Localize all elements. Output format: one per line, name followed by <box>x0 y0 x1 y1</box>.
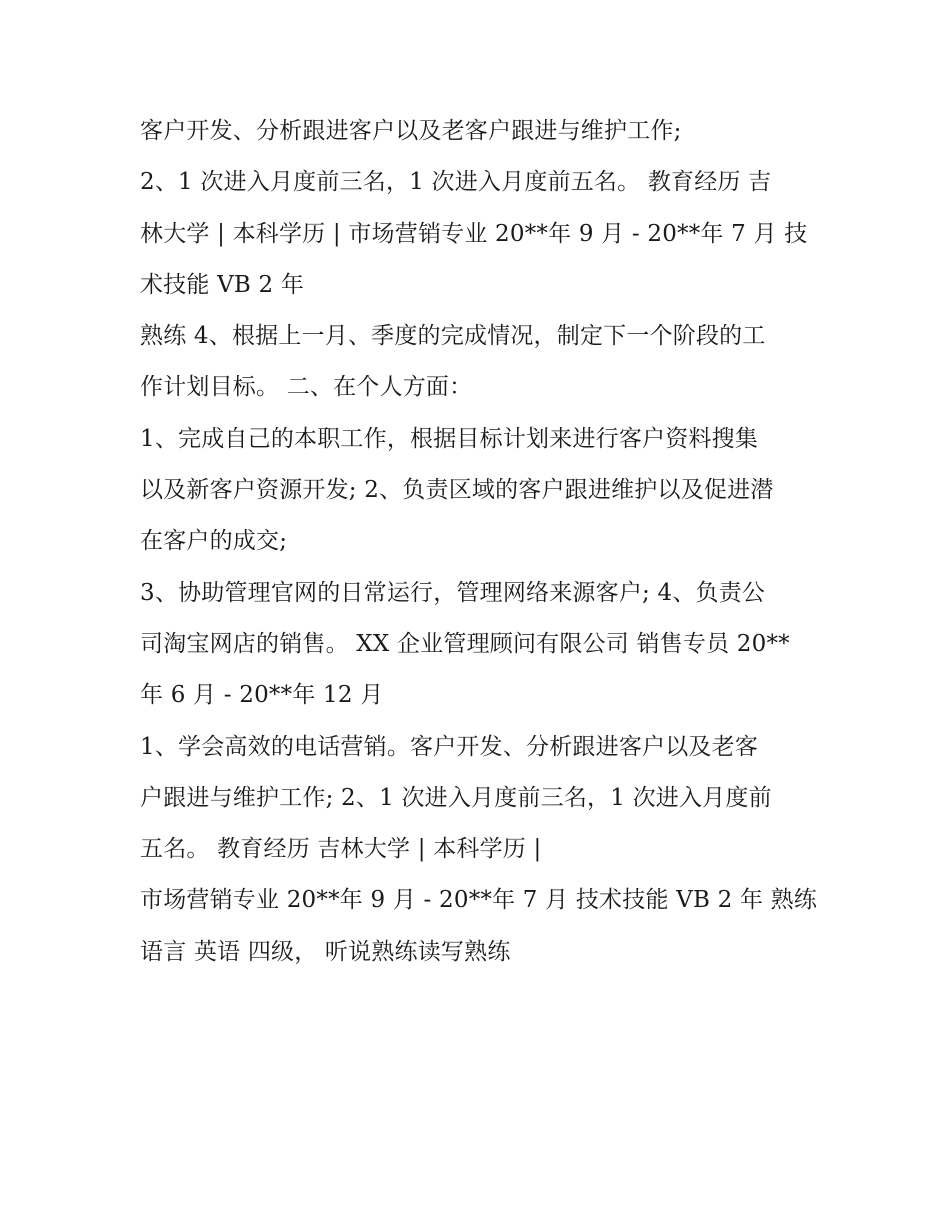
text-line: 在客户的成交; <box>140 528 288 555</box>
text-line: 林大学 | 本科学历 | 市场营销专业 20**年 9 月 - 20**年 7 月 技 <box>140 220 808 247</box>
text-line: 司淘宝网店的销售。 XX 企业管理顾问有限公司 销售专员 20** <box>140 630 790 657</box>
text-line: 作计划目标。 二、在个人方面： <box>140 374 473 401</box>
text-line: 术技能 VB 2 年 <box>140 271 305 298</box>
text-line: 1、完成自己的本职工作，根据目标计划来进行客户资料搜集 <box>140 425 759 452</box>
text-line: 1、学会高效的电话营销。客户开发、分析跟进客户以及老客 <box>140 733 759 760</box>
text-line: 熟练 4、根据上一月、季度的完成情况，制定下一个阶段的工 <box>140 323 766 350</box>
text-line: 3、协助管理官网的日常运行，管理网络来源客户; 4、负责公 <box>140 579 766 606</box>
text-line: 语言 英语 四级， 听说熟练读写熟练 <box>140 938 511 965</box>
text-line: 2、1 次进入月度前三名，1 次进入月度前五名。 教育经历 吉 <box>140 169 772 196</box>
text-line: 户跟进与维护工作; 2、1 次进入月度前三名，1 次进入月度前 <box>140 784 772 811</box>
text-line: 以及新客户资源开发; 2、负责区域的客户跟进维护以及促进潜 <box>140 477 774 504</box>
text-line: 年 6 月 - 20**年 12 月 <box>140 682 384 709</box>
document-body <box>140 106 830 978</box>
text-line: 五名。 教育经历 吉林大学 | 本科学历 | <box>140 836 542 863</box>
text-line: 客户开发、分析跟进客户以及老客户跟进与维护工作; <box>140 118 682 144</box>
text-line: 市场营销专业 20**年 9 月 - 20**年 7 月 技术技能 VB 2 年 熟练 <box>140 887 818 914</box>
